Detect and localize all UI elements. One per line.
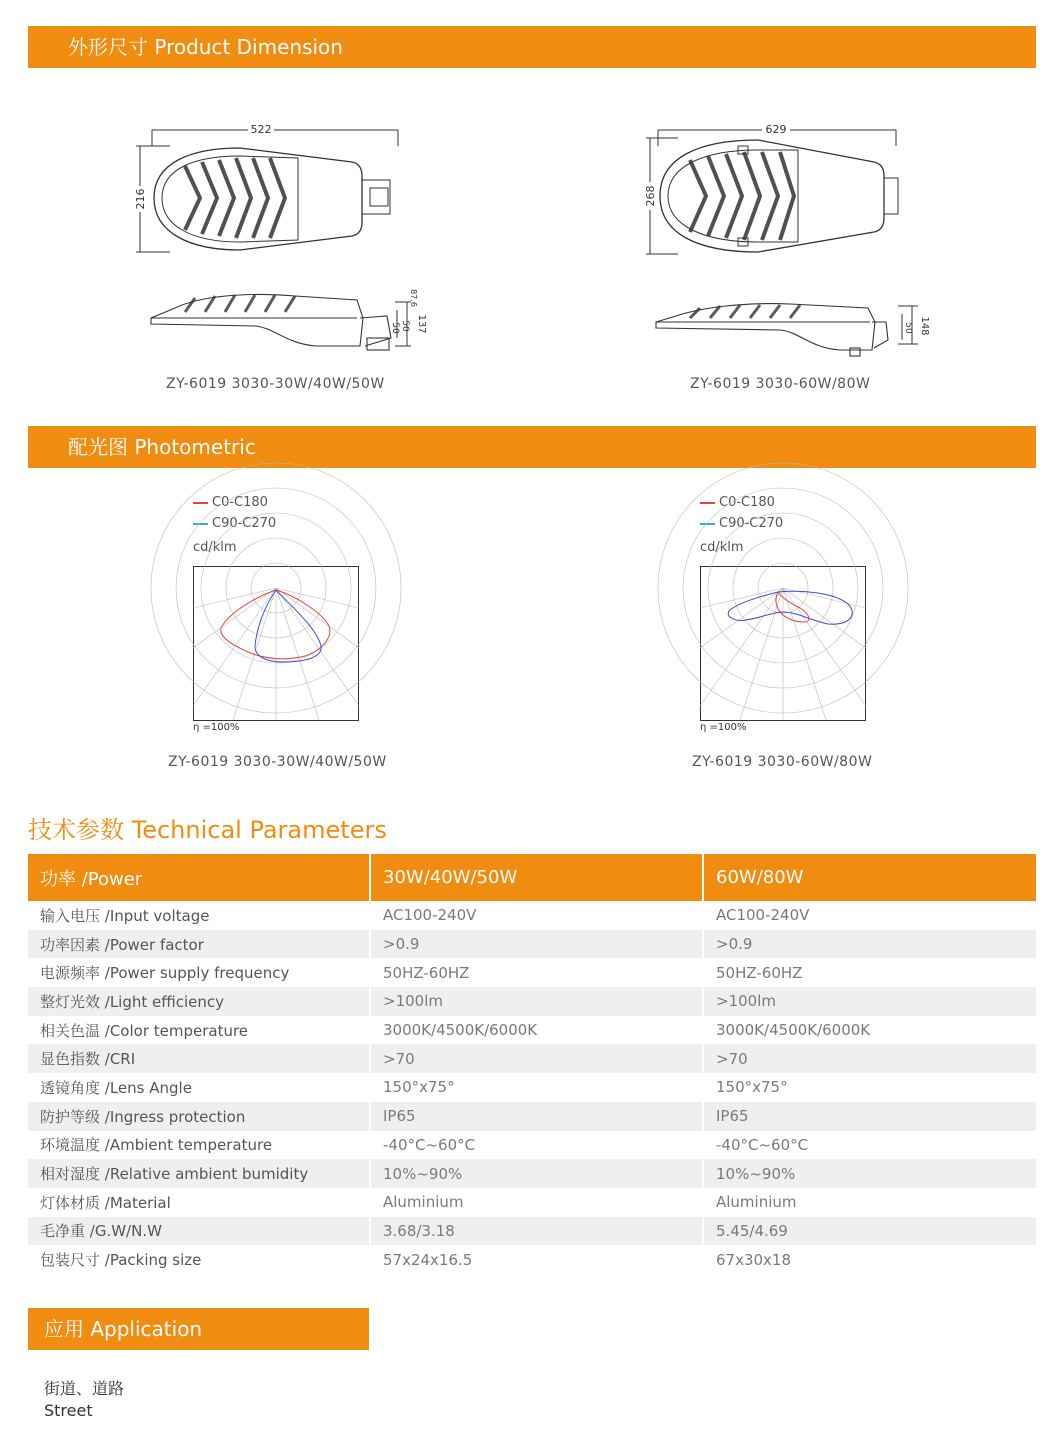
dimension-caption-right: ZY-6019 3030-60W/80W [690,376,871,392]
lamp-side-view-left [145,288,425,358]
table-cell: 57x24x16.5 [370,1245,703,1274]
photometric-caption-left: ZY-6019 3030-30W/40W/50W [168,754,387,770]
table-cell: 150°x75° [370,1073,703,1102]
legend-label: C90-C270 [212,516,277,531]
table-cell: 5.45/4.69 [703,1217,1036,1246]
table-row [28,958,1036,987]
table-header-cell: 60W/80W [703,854,1036,901]
table-cell: >70 [370,1044,703,1073]
table-row [28,1217,1036,1246]
photometric-caption-right: ZY-6019 3030-60W/80W [692,754,873,770]
table-cell: -40°C~60°C [703,1131,1036,1160]
table-cell: Aluminium [370,1188,703,1217]
table-row [28,1188,1036,1217]
table-cell: AC100-240V [703,901,1036,930]
table-row [28,1016,1036,1045]
polar-diagram-right [700,566,866,721]
left-side-label-2: 50 [390,322,400,334]
table-header-cell: 30W/40W/50W [370,854,703,901]
application-line-english: Street [44,1401,93,1420]
photometric-legend-right [700,492,783,534]
table-cell: Aluminium [703,1188,1036,1217]
table-cell: 功率因素 /Power factor [28,930,370,959]
left-height-label: 216 [134,188,147,210]
table-cell: 整灯光效 /Light efficiency [28,987,370,1016]
lamp-top-view-right [638,118,908,258]
photometric-legend-left [193,492,276,534]
table-cell: IP65 [703,1102,1036,1131]
table-row [28,1159,1036,1188]
table-cell: >0.9 [370,930,703,959]
photometric-eta-right: η =100% [700,722,747,733]
table-cell: 环境温度 /Ambient temperature [40,1136,273,1155]
table-cell: 50HZ-60HZ [370,958,703,987]
legend-swatch-red [193,502,208,504]
photometric-section-header [28,426,1036,468]
table-cell: 电源频率 /Power supply frequency [40,964,290,983]
table-cell: 显色指数 /CRI [28,1044,370,1073]
left-side-label-0: 137 [416,314,427,334]
right-side-label-1: 50 [903,322,913,334]
table-row [28,1102,1036,1131]
lamp-top-view-left [130,118,410,258]
table-header-row [28,854,1036,901]
application-section-header [28,1308,369,1350]
right-side-label-0: 148 [919,316,930,336]
right-height-label: 268 [644,185,657,207]
left-side-label-1: 50 [400,320,410,332]
tech-section-title: 技术参数 Technical Parameters [28,816,387,844]
table-cell: 50HZ-60HZ [703,958,1036,987]
table-cell: AC100-240V [370,901,703,930]
lamp-side-view-right [650,296,930,360]
table-cell: 防护等级 /Ingress protection [28,1102,370,1131]
table-cell: 输入电压 /Input voltage [40,906,210,925]
table-cell: 包装尺寸 /Packing size [40,1251,202,1270]
dimension-section-header [28,26,1036,68]
photometric-section-title: 配光图 Photometric [68,435,256,459]
table-row [28,987,1036,1016]
table-row [28,930,1036,959]
table-cell: >70 [703,1044,1036,1073]
table-cell: 150°x75° [703,1073,1036,1102]
dimension-caption-left: ZY-6019 3030-30W/40W/50W [166,376,385,392]
table-cell: 67x30x18 [703,1245,1036,1274]
legend-label: C0-C180 [212,495,268,510]
right-width-label: 629 [765,123,787,136]
table-header-cell: 功率 /Power [28,854,370,901]
table-cell: >100lm [703,987,1036,1016]
photometric-unit-left: cd/klm [193,540,237,555]
dimension-section-title: 外形尺寸 Product Dimension [68,35,343,59]
legend-swatch-red [700,502,715,504]
legend-item-c90-c270 [700,513,783,534]
table-cell: >100lm [370,987,703,1016]
table-cell: 3000K/4500K/6000K [370,1016,703,1045]
table-cell: 灯体材质 /Material [40,1193,171,1212]
table-cell: 毛净重 /G.W/N.W [28,1217,370,1246]
photometric-unit-right: cd/klm [700,540,744,555]
left-side-label-3: 87.6 [409,289,418,307]
legend-label: C90-C270 [719,516,784,531]
tech-params-table [28,854,1036,1274]
table-row [28,901,1036,930]
table-cell: 3000K/4500K/6000K [703,1016,1036,1045]
table-cell: 10%~90% [703,1159,1036,1188]
table-cell: 10%~90% [370,1159,703,1188]
table-cell: IP65 [370,1102,703,1131]
table-row [28,1044,1036,1073]
legend-item-c90-c270 [193,513,276,534]
table-cell: 相关色温 /Color temperature [40,1021,249,1040]
table-cell: >0.9 [703,930,1036,959]
legend-item-c0-c180 [700,492,783,513]
application-line-chinese: 街道、道路 [44,1379,125,1398]
table-cell: 相对湿度 /Relative ambient bumidity [28,1159,370,1188]
left-width-label: 522 [250,123,272,136]
table-row [28,1245,1036,1274]
table-cell: 透镜角度 /Lens Angle [40,1078,192,1097]
legend-item-c0-c180 [193,492,276,513]
application-section-title: 应用 Application [44,1317,203,1341]
table-row [28,1073,1036,1102]
legend-label: C0-C180 [719,495,775,510]
photometric-eta-left: η =100% [193,722,240,733]
table-cell: 3.68/3.18 [370,1217,703,1246]
table-row [28,1131,1036,1160]
polar-diagram-left [193,566,359,721]
table-cell: -40°C~60°C [370,1131,703,1160]
